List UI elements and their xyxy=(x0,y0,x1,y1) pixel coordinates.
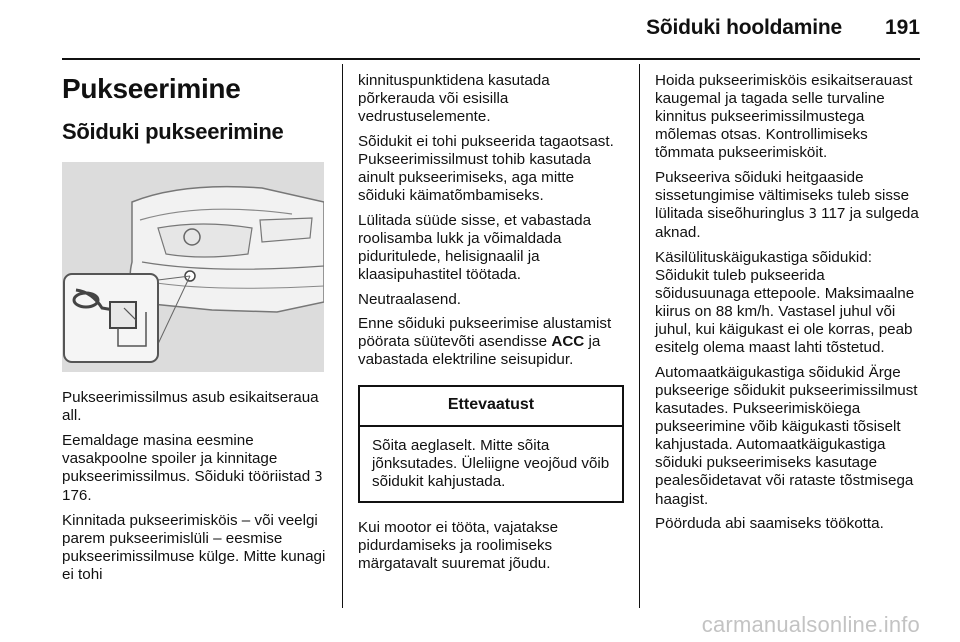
paragraph: Automaatkäigukastiga sõidukid Ärge pukseerige sõidukit pukseerimissilmust kasutades. Pukseerimisköiega pukseerimine võib käigukasti tõsiselt kahjustada. Automaatkäigukastiga sõiduki pukseerimiseks kasutage pealesõidetavat või rataste tõstmisega haagist. xyxy=(655,363,918,508)
running-header-title: Sõiduki hooldamine xyxy=(646,16,842,39)
page-reference-icon: 3 xyxy=(314,469,323,485)
paragraph: Pöörduda abi saamiseks töökotta. xyxy=(655,515,884,533)
towing-eye-illustration xyxy=(62,162,324,372)
caution-text: Sõita aeglaselt. Mitte sõita jõnksutades. Üleliigne veojõud võib sõidukit kahjustada. xyxy=(372,436,610,490)
paragraph: Hoida pukseerimisköis esikaitserauast kaugemal ja tagada selle turvaline kinnitus pukseerimissilmustega mõlemas otsas. Kontrollimiseks tõmmata pukseerimisköit. xyxy=(655,72,913,162)
column-1 xyxy=(62,72,332,590)
watermark-link[interactable]: carmanualsonline.info xyxy=(701,612,920,637)
column-divider xyxy=(639,64,640,608)
car-front-towing-eye-drawing xyxy=(62,162,324,372)
paragraph: Neutraalasend. xyxy=(358,290,462,308)
page-reference-icon: 3 xyxy=(808,207,817,223)
column-3 xyxy=(655,72,923,540)
subsection-heading: Sõiduki pukseerimine xyxy=(62,119,284,144)
key-position-label: ACC xyxy=(551,333,585,351)
paragraph: Kinnitada pukseerimisköis – või veelgi parem pukseerimislüli – eesmise pukseerimissilmuse külge. Mitte kunagi ei tohi xyxy=(62,511,326,583)
caution-box xyxy=(358,385,624,502)
page-number: 191 xyxy=(884,16,920,39)
paragraph: Kui mootor ei tööta, vajatakse pidurdamiseks ja roolimiseks märgatavalt suuremat jõudu. xyxy=(358,518,559,572)
paragraph: Pukseerimissilmus asub esikaitseraua all. xyxy=(62,389,319,425)
paragraph: kinnituspunktidena kasutada põrkerauda või esisilla vedrustuselemente. xyxy=(358,72,550,126)
header-rule xyxy=(62,58,920,60)
paragraph: Enne sõiduki pukseerimise alustamist pöörata süütevõti asendisse ACC ja vabastada elektriline seisupidur. xyxy=(358,315,612,369)
paragraph: Lülitada süüde sisse, et vabastada roolisamba lukk ja võimaldada piduritulede, helisignaalil ja klaasipuhastitel töötada. xyxy=(358,211,592,283)
section-heading: Pukseerimine xyxy=(62,73,241,104)
paragraph: Eemaldage masina eesmine vasakpoolne spoiler ja kinnitage pukseerimissilmus. Sõiduki tööriistad 3 176. xyxy=(62,431,323,504)
column-2 xyxy=(358,72,624,580)
column-divider xyxy=(342,64,343,608)
paragraph: Käsilülituskäigukastiga sõidukid: Sõidukit tuleb pukseerida sõidusuunaga ettepoole. Maksimaalne kiirus on 88 km/h. Vastasel juhul või juhul, kui käigukast ei ole korras, peab esitelg olema maast lahti tõstetud. xyxy=(655,248,915,357)
paragraph: Pukseeriva sõiduki heitgaaside sissetungimise vältimiseks tuleb sisse lülitada siseõhuringlus 3 117 ja sulgeda aknad. xyxy=(655,168,919,242)
caution-title: Ettevaatust xyxy=(360,387,622,426)
paragraph: Sõidukit ei tohi pukseerida tagaotsast. Pukseerimissilmust tohib kasutada ainult pukseerimiseks, aga mitte sõiduki käimatõmbamiseks. xyxy=(358,132,614,205)
